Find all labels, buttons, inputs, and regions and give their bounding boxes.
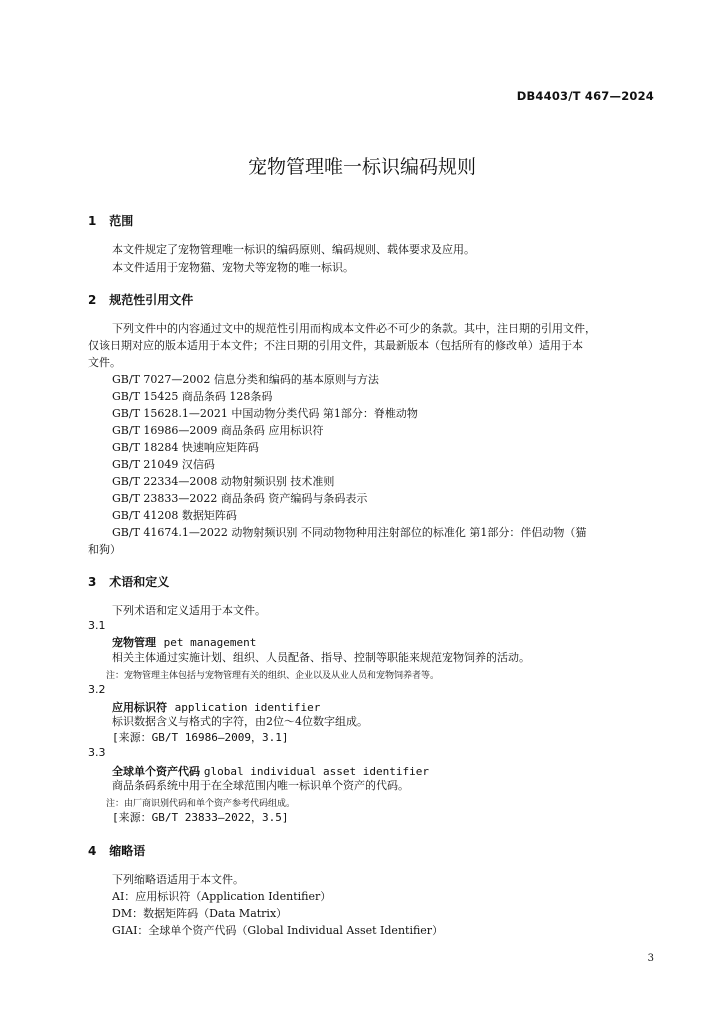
section-4-intro: 下列缩略语适用于本文件。 xyxy=(112,873,244,886)
reference-item: GB/T 41674.1—2022 动物射频识别 不同动物物种用注射部位的标准化 第1部分：伴侣动物（猫 xyxy=(112,526,587,539)
term-heading: 宠物管理 pet management xyxy=(112,636,257,649)
section-1-paragraph: 本文件规定了宠物管理唯一标识的编码原则、编码规则、载体要求及应用。 xyxy=(112,243,475,256)
reference-item: GB/T 16986—2009 商品条码 应用标识符 xyxy=(112,424,324,437)
term-source: [来源：GB/T 16986—2009，3.1] xyxy=(112,731,289,744)
term-number: 3.2 xyxy=(88,683,106,696)
term-number: 3.3 xyxy=(88,746,106,759)
reference-item: GB/T 15425 商品条码 128条码 xyxy=(112,390,273,403)
section-3-heading: 3 术语和定义 xyxy=(88,575,170,589)
reference-item: GB/T 15628.1—2021 中国动物分类代码 第1部分：脊椎动物 xyxy=(112,407,418,420)
section-3-intro: 下列术语和定义适用于本文件。 xyxy=(112,604,266,617)
term-heading: 应用标识符 application identifier xyxy=(112,701,321,714)
reference-item: GB/T 23833—2022 商品条码 资产编码与条码表示 xyxy=(112,492,368,505)
term-source: [来源：GB/T 23833—2022，3.5] xyxy=(112,811,289,824)
page-number: 3 xyxy=(647,953,654,964)
term-note: 注：宠物管理主体包括与宠物管理有关的组织、企业以及从业人员和宠物饲养者等。 xyxy=(106,671,440,681)
term-definition: 相关主体通过实施计划、组织、人员配备、指导、控制等职能来规范宠物饲养的活动。 xyxy=(112,651,530,664)
abbreviation-item: DM：数据矩阵码（Data Matrix） xyxy=(112,907,288,920)
term-definition: 标识数据含义与格式的字符，由2位～4位数字组成。 xyxy=(112,715,368,728)
reference-item: GB/T 18284 快速响应矩阵码 xyxy=(112,441,259,454)
abbreviation-item: GIAI：全球单个资产代码（Global Individual Asset Identifier） xyxy=(112,924,444,937)
reference-item: GB/T 7027—2002 信息分类和编码的基本原则与方法 xyxy=(112,373,379,386)
section-1-heading: 1 范围 xyxy=(88,214,134,228)
section-2-intro: 文件。 xyxy=(88,356,121,369)
term-heading: 全球单个资产代码 global individual asset identifier xyxy=(112,765,430,778)
standard-number: DB4403/T 467—2024 xyxy=(516,89,654,103)
section-2-intro: 仅该日期对应的版本适用于本文件；不注日期的引用文件，其最新版本（包括所有的修改单）适用于本 xyxy=(88,339,583,352)
section-4-heading: 4 缩略语 xyxy=(88,844,146,858)
abbreviation-item: AI：应用标识符（Application Identifier） xyxy=(112,890,332,903)
section-1-paragraph: 本文件适用于宠物猫、宠物犬等宠物的唯一标识。 xyxy=(112,261,354,274)
section-2-intro: 下列文件中的内容通过文中的规范性引用而构成本文件必不可少的条款。其中，注日期的引用文件， xyxy=(112,322,596,335)
reference-item-continued: 和狗） xyxy=(88,543,121,556)
reference-item: GB/T 41208 数据矩阵码 xyxy=(112,509,237,522)
term-definition: 商品条码系统中用于在全球范围内唯一标识单个资产的代码。 xyxy=(112,779,409,792)
reference-item: GB/T 21049 汉信码 xyxy=(112,458,215,471)
document-title: 宠物管理唯一标识编码规则 xyxy=(247,156,476,178)
term-number: 3.1 xyxy=(88,619,106,632)
term-note: 注：由厂商识别代码和单个资产参考代码组成。 xyxy=(106,799,296,809)
reference-item: GB/T 22334—2008 动物射频识别 技术准则 xyxy=(112,475,335,488)
section-2-heading: 2 规范性引用文件 xyxy=(88,293,194,307)
